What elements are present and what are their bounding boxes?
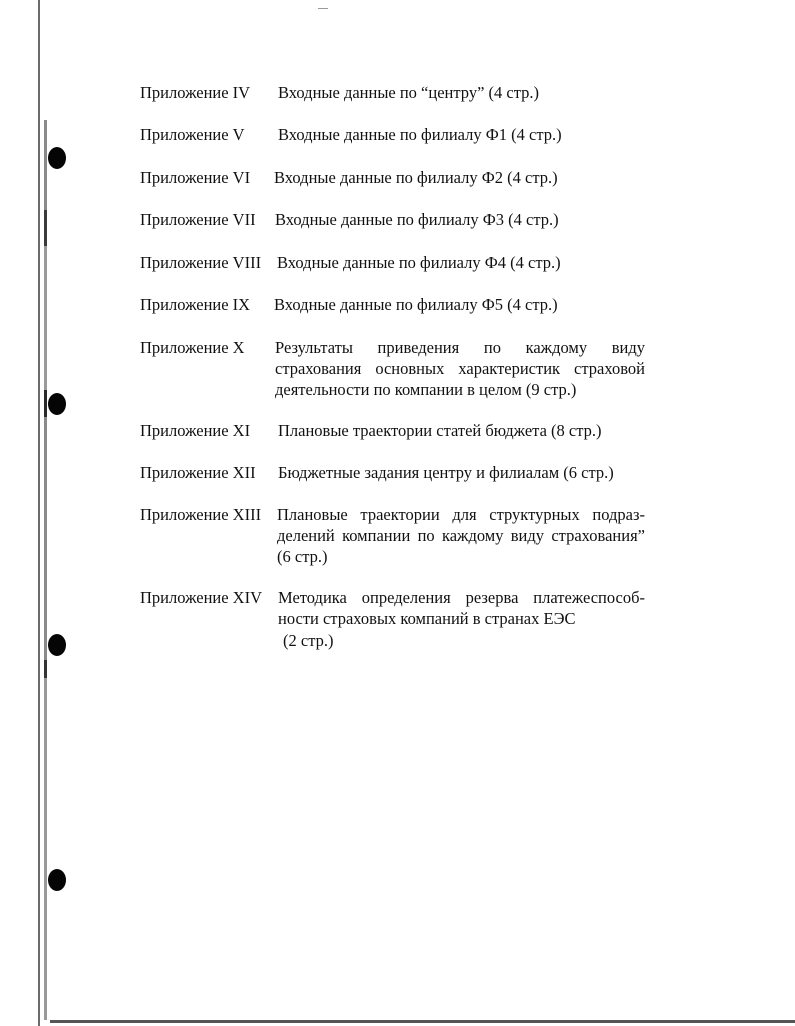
appendix-description: Входные данные по филиалу Ф3 (4 стр.) xyxy=(275,210,559,229)
appendix-label: Приложение XII xyxy=(140,463,256,482)
appendix-description: (2 стр.) xyxy=(283,631,334,650)
appendix-entry xyxy=(140,462,645,483)
scan-binding-shadow xyxy=(44,120,47,1020)
appendix-entry xyxy=(140,587,645,629)
appendix-entry xyxy=(140,167,645,188)
appendix-description: Бюджетные задания центру и филиалам (6 стр.) xyxy=(278,463,614,482)
appendix-description: Результаты приведения по каждому виду страхования основных характеристик страховой деятельности по компании в целом (9 стр.) xyxy=(275,338,645,399)
appendix-entry xyxy=(140,209,645,230)
appendix-description: Плановые траектории статей бюджета (8 стр.) xyxy=(278,421,602,440)
scan-top-mark xyxy=(318,8,328,9)
appendix-label: Приложение XIII xyxy=(140,505,262,524)
punch-hole xyxy=(48,147,66,169)
scan-bottom-edge xyxy=(50,1020,795,1023)
appendix-description: Входные данные по филиалу Ф5 (4 стр.) xyxy=(274,295,558,314)
scan-left-edge xyxy=(38,0,40,1026)
appendix-entry xyxy=(140,337,645,400)
appendix-label: Приложение X xyxy=(140,338,245,357)
appendix-entry xyxy=(140,504,645,567)
appendix-entry-continuation xyxy=(140,630,645,651)
appendix-label: Приложение XI xyxy=(140,421,251,440)
appendix-description: Входные данные по филиалу Ф1 (4 стр.) xyxy=(278,125,562,144)
appendix-entry xyxy=(140,420,645,441)
punch-hole xyxy=(48,869,66,891)
appendix-description: Методика определения резерва платежеспособ-ности страховых компаний в странах ЕЭС xyxy=(278,588,645,628)
punch-hole xyxy=(48,634,66,656)
appendix-entry xyxy=(140,252,645,273)
appendix-label: Приложение VI xyxy=(140,168,251,187)
appendix-label: Приложение IX xyxy=(140,295,251,314)
appendix-description: Входные данные по филиалу Ф2 (4 стр.) xyxy=(274,168,558,187)
appendix-description: Входные данные по филиалу Ф4 (4 стр.) xyxy=(277,253,561,272)
appendix-label: Приложение V xyxy=(140,125,245,144)
appendix-entry xyxy=(140,124,645,145)
appendix-entry xyxy=(140,82,645,103)
appendix-label: Приложение IV xyxy=(140,83,251,102)
appendix-description: Плановые траектории для структурных подраз-делений компании по каждому виду страхования” (6 стр.) xyxy=(277,505,645,566)
punch-hole xyxy=(48,393,66,415)
appendix-label: Приложение VII xyxy=(140,210,256,229)
appendix-label: Приложение XIV xyxy=(140,588,263,607)
appendix-entry xyxy=(140,294,645,315)
appendix-description: Входные данные по “центру” (4 стр.) xyxy=(278,83,539,102)
appendix-label: Приложение VIII xyxy=(140,253,262,272)
